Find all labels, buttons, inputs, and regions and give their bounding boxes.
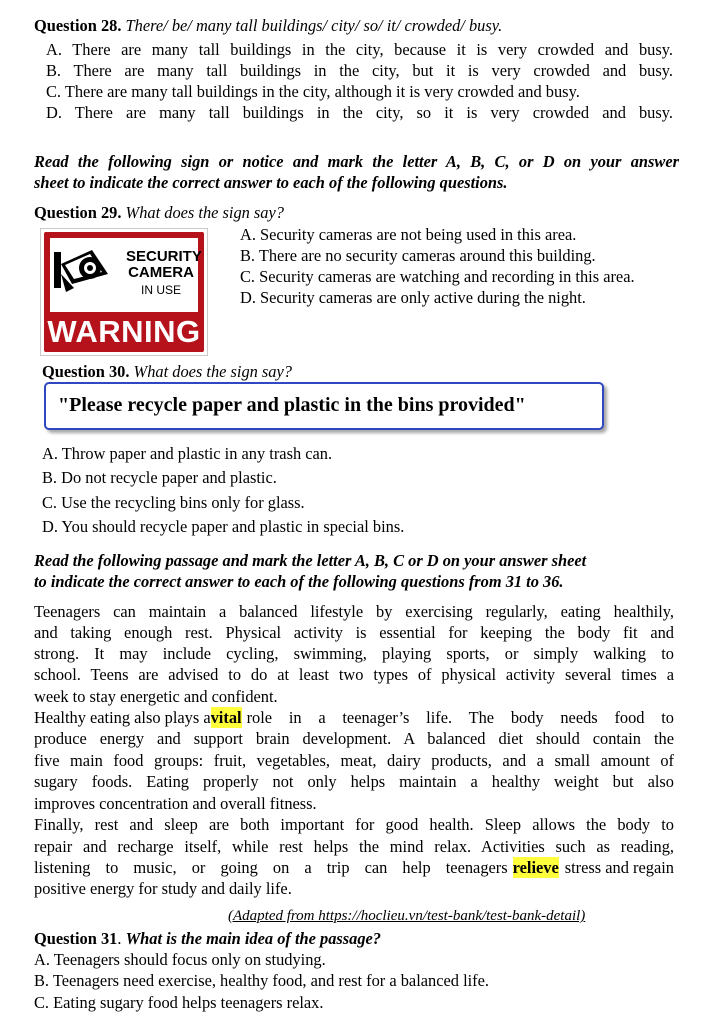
instruction-signs-line-1: Read the following sign or notice and mark the letter A, B, C, or D on your answer <box>34 152 679 171</box>
sign-line-camera: CAMERA <box>128 264 194 281</box>
question-28-heading <box>34 15 502 36</box>
passage-line-relieve <box>34 857 674 878</box>
passage-line: school. Teens are advised to do at least two types of physical activity several times a <box>34 665 674 684</box>
passage-text: Healthy eating also plays a <box>34 708 211 727</box>
passage-text: listening to music, or going on a trip can help teenagers <box>34 858 508 877</box>
q28-option-a: A. There are many tall buildings in the city, because it is very crowded and busy. <box>46 40 673 59</box>
sign-line-in-use: IN USE <box>140 283 181 297</box>
recycle-notice-text: "Please recycle paper and plastic in the bins provided" <box>58 394 526 416</box>
q29-option-c: C. Security cameras are watching and recording in this area. <box>240 267 635 286</box>
question-prompt: What does the sign say? <box>125 203 284 222</box>
question-number: Question 28. <box>34 16 122 35</box>
passage-line: Finally, rest and sleep are both important for good health. Sleep allows the body to <box>34 815 674 834</box>
security-camera-icon <box>52 244 118 306</box>
question-dot: . <box>117 929 122 948</box>
passage-line: five main food groups: fruit, vegetables, meat, dairy products, and a small amount of <box>34 751 674 770</box>
question-prompt: What does the sign say? <box>133 362 292 381</box>
passage-line: positive energy for study and daily life. <box>34 879 292 898</box>
question-prompt: What is the main idea of the passage? <box>125 929 382 948</box>
highlighted-word-vital: vital <box>210 708 242 727</box>
recycle-notice-box <box>44 382 604 430</box>
passage-line: produce energy and support brain development. A balanced diet should contain the <box>34 729 674 748</box>
question-29-heading <box>34 202 284 223</box>
q30-option-b: B. Do not recycle paper and plastic. <box>42 468 277 487</box>
q31-option-a: A. Teenagers should focus only on studying. <box>34 950 326 969</box>
q28-option-b: B. There are many tall buildings in the city, but it is very crowded and busy. <box>46 61 673 80</box>
q30-option-a: A. Throw paper and plastic in any trash can. <box>42 444 333 463</box>
instruction-signs-line-2: sheet to indicate the correct answer to each of the following questions. <box>34 173 508 192</box>
security-camera-sign <box>40 228 208 356</box>
question-30-heading <box>42 361 292 382</box>
q29-option-a: A. Security cameras are not being used in this area. <box>240 225 577 244</box>
instruction-passage-line-2: to indicate the correct answer to each of the following questions from 31 to 36. <box>34 572 564 591</box>
passage-text: stress and regain <box>564 858 674 877</box>
passage-source: (Adapted from https://hoclieu.vn/test-bank/test-bank-detail) <box>228 908 586 924</box>
question-31-heading <box>34 928 381 949</box>
q30-option-d: D. You should recycle paper and plastic in special bins. <box>42 517 405 536</box>
passage-line: week to stay energetic and confident. <box>34 687 278 706</box>
passage-line-vital <box>34 707 674 728</box>
sign-white-panel <box>50 238 202 312</box>
q29-option-d: D. Security cameras are only active during the night. <box>240 288 586 307</box>
passage-line: strong. It may include cycling, swimming, playing sports, or simply walking to <box>34 644 674 663</box>
q29-option-b: B. There are no security cameras around this building. <box>240 246 596 265</box>
question-number: Question 30. <box>42 362 130 381</box>
passage-line: sugary foods. Eating properly not only helps maintain a healthy weight but also <box>34 772 674 791</box>
q28-option-c: C. There are many tall buildings in the city, although it is very crowded and busy. <box>46 82 580 101</box>
sign-warning: WARNING <box>47 314 201 349</box>
question-prompt: There/ be/ many tall buildings/ city/ so/ it/ crowded/ busy. <box>125 16 503 35</box>
passage-line: improves concentration and overall fitness. <box>34 794 317 813</box>
question-number: Question 29. <box>34 203 122 222</box>
question-number: Question 31 <box>34 929 118 948</box>
passage-text: role in a teenager’s life. The body needs food to <box>246 708 674 727</box>
sign-line-security: SECURITY <box>126 248 202 265</box>
q31-option-b: B. Teenagers need exercise, healthy food, and rest for a balanced life. <box>34 971 490 990</box>
passage-line: repair and recharge itself, while rest helps the mind relax. Activities such as reading, <box>34 837 674 856</box>
q31-option-c: C. Eating sugary food helps teenagers relax. <box>34 993 324 1012</box>
passage-line: and taking enough rest. Physical activity is essential for keeping the body fit and <box>34 623 674 642</box>
instruction-passage-line-1: Read the following passage and mark the letter A, B, C or D on your answer sheet <box>34 551 587 570</box>
passage-line: Teenagers can maintain a balanced lifestyle by exercising regularly, eating healthily, <box>34 602 674 621</box>
highlighted-word-relieve: relieve <box>512 858 559 877</box>
q28-option-d: D. There are many tall buildings in the city, so it is very crowded and busy. <box>46 103 673 122</box>
sign-red-panel <box>44 232 204 352</box>
q30-option-c: C. Use the recycling bins only for glass. <box>42 493 305 512</box>
